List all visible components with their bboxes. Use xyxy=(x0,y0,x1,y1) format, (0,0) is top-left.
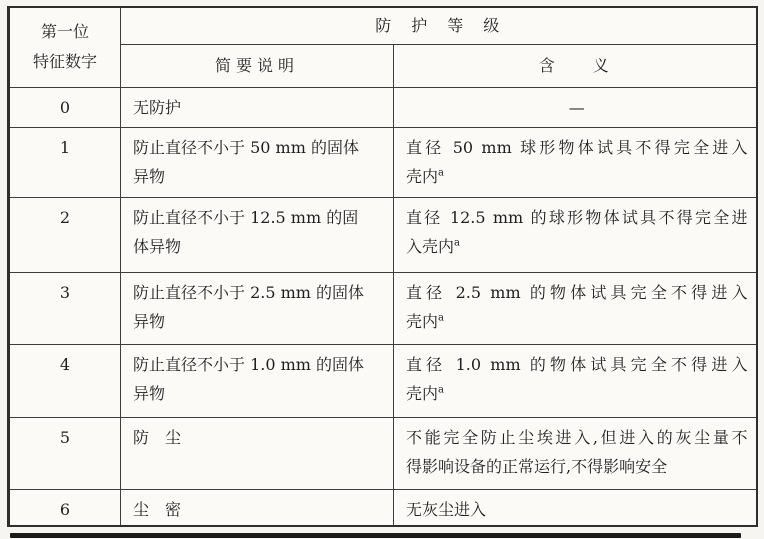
header-first-digit-line2: 特征数字 xyxy=(32,52,97,72)
meaning-line xyxy=(406,307,748,336)
meaning-line xyxy=(406,232,748,261)
meaning-text: 直径 1.0 mm 的物体试具完全不得进入 xyxy=(406,354,748,374)
description-line: 防止直径不小于 50 mm 的固体 xyxy=(133,137,359,157)
description-line: 异物 xyxy=(133,311,166,331)
meaning-text: 直径 2.5 mm 的物体试具完全不得进入 xyxy=(406,282,748,302)
meaning-cell xyxy=(394,344,757,417)
table-row xyxy=(9,127,757,197)
digit-cell: 6 xyxy=(9,489,121,526)
meaning-line xyxy=(406,379,748,408)
digit-cell: 4 xyxy=(9,344,121,417)
table-header xyxy=(9,7,757,87)
description-line: 防 尘 xyxy=(133,427,182,447)
meaning-line xyxy=(406,350,748,379)
digit-cell: 5 xyxy=(9,417,121,489)
table-row xyxy=(9,489,757,526)
meaning-text: 直径 50 mm 球形物体试具不得完全进入 xyxy=(406,137,748,157)
meaning-cell xyxy=(394,87,757,127)
description-line: 异物 xyxy=(133,383,166,403)
meaning-line xyxy=(406,495,748,524)
description-line: 防止直径不小于 12.5 mm 的固 xyxy=(133,207,359,227)
description-line: 防止直径不小于 2.5 mm 的固体 xyxy=(133,282,365,302)
meaning-text: 壳内 xyxy=(406,311,439,331)
meaning-cell xyxy=(394,127,757,197)
header-first-characteristic-digit xyxy=(9,7,121,87)
description-cell xyxy=(121,197,394,272)
digit-cell: 2 xyxy=(9,197,121,272)
meaning-text: 壳内 xyxy=(406,166,439,186)
meaning-line xyxy=(406,133,748,162)
meaning-line xyxy=(406,278,748,307)
ip-protection-table xyxy=(7,6,758,527)
table-row xyxy=(9,344,757,417)
meaning-text: — xyxy=(568,97,585,117)
meaning-cell xyxy=(394,272,757,344)
footnote-marker: a xyxy=(438,384,444,396)
meaning-text: 无灰尘进入 xyxy=(406,499,487,519)
meaning-text: 不能完全防止尘埃进入,但进入的灰尘量不 xyxy=(406,427,748,447)
description-line: 尘 密 xyxy=(133,499,182,519)
header-protection-level: 防 护 等 级 xyxy=(121,7,757,44)
footnote-marker: a xyxy=(454,237,460,249)
description-line: 防止直径不小于 1.0 mm 的固体 xyxy=(133,354,365,374)
meaning-line xyxy=(406,203,748,232)
description-cell xyxy=(121,417,394,489)
meaning-text: 得影响设备的正常运行,不得影响安全 xyxy=(406,456,668,476)
meaning-cell xyxy=(394,489,757,526)
meaning-text: 直径 12.5 mm 的球形物体试具不得完全进 xyxy=(406,207,748,227)
table-row xyxy=(9,87,757,127)
meaning-text: 入壳内 xyxy=(406,236,455,256)
footnote-marker: a xyxy=(438,312,444,324)
footnote-marker: a xyxy=(438,167,444,179)
description-cell xyxy=(121,489,394,526)
description-cell xyxy=(121,87,394,127)
table-row xyxy=(9,272,757,344)
table-row xyxy=(9,417,757,489)
description-cell xyxy=(121,272,394,344)
header-brief-description: 简要说明 xyxy=(121,44,394,87)
meaning-line xyxy=(406,93,748,122)
digit-cell: 3 xyxy=(9,272,121,344)
meaning-cell xyxy=(394,417,757,489)
header-row-group xyxy=(9,7,757,44)
description-line: 异物 xyxy=(133,166,166,186)
table-row xyxy=(9,197,757,272)
digit-cell: 0 xyxy=(9,87,121,127)
header-first-digit-line1: 第一位 xyxy=(40,22,89,42)
meaning-cell xyxy=(394,197,757,272)
meaning-line xyxy=(406,423,748,452)
meaning-line xyxy=(406,452,748,481)
digit-cell: 1 xyxy=(9,127,121,197)
table-body xyxy=(9,87,757,526)
description-line: 无防护 xyxy=(133,97,182,117)
description-cell xyxy=(121,344,394,417)
bottom-rule xyxy=(10,533,741,538)
header-row-sub xyxy=(9,44,757,87)
description-line: 体异物 xyxy=(133,236,182,256)
description-cell xyxy=(121,127,394,197)
meaning-text: 壳内 xyxy=(406,383,439,403)
header-meaning: 含 义 xyxy=(394,44,757,87)
meaning-line xyxy=(406,162,748,191)
